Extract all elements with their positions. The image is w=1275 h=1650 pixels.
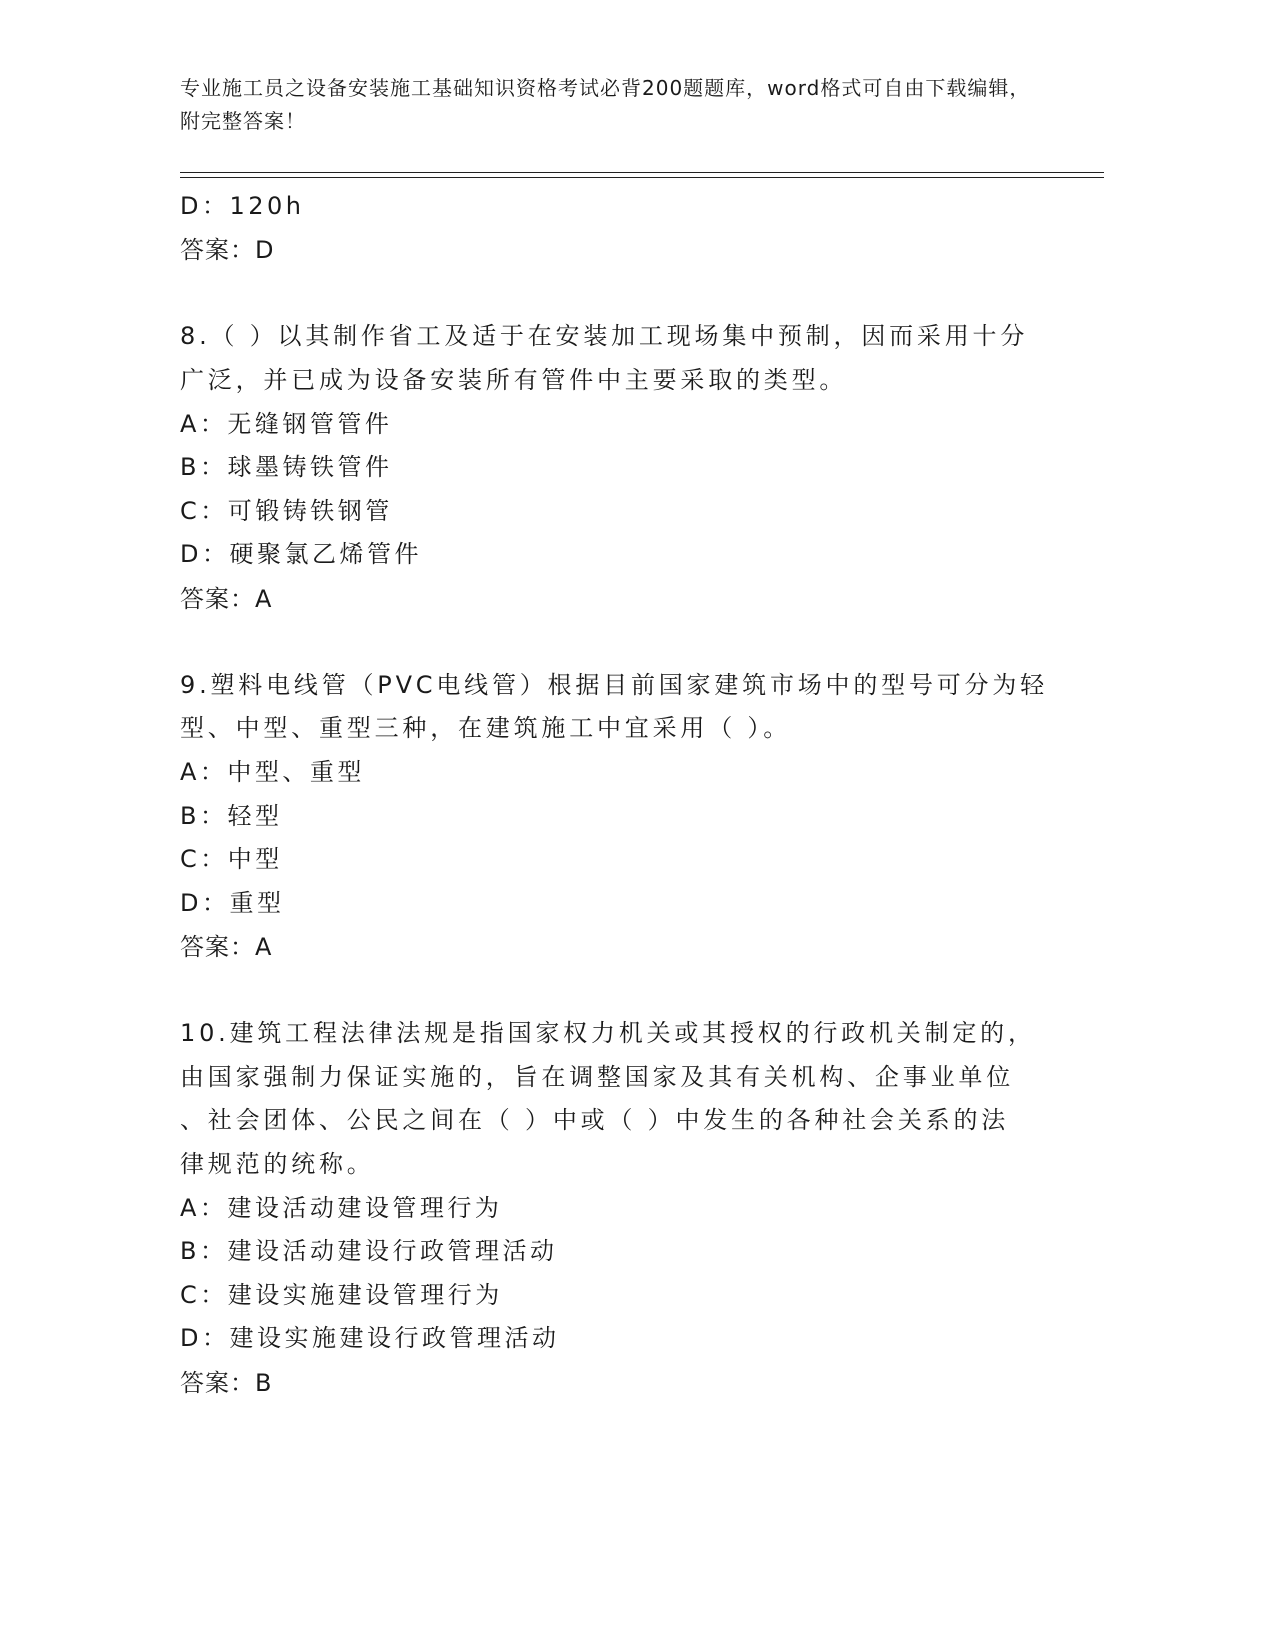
- question-8-line-1: 8.（ ）以其制作省工及适于在安装加工现场集中预制，因而采用十分: [180, 322, 1029, 350]
- prev-option-d: D：120h: [180, 192, 305, 220]
- question-10-line-1: 10.建筑工程法律法规是指国家权力机关或其授权的行政机关制定的，: [180, 1019, 1036, 1047]
- question-8-option-a: A：无缝钢管管件: [180, 410, 393, 438]
- question-10-option-b: B：建设活动建设行政管理活动: [180, 1237, 558, 1265]
- question-9-option-d: D：重型: [180, 889, 285, 917]
- question-9-option-a: A：中型、重型: [180, 758, 365, 786]
- question-10-option-c: C：建设实施建设管理行为: [180, 1281, 503, 1309]
- question-10-line-3: 、社会团体、公民之间在（ ）中或（ ）中发生的各种社会关系的法: [180, 1106, 1010, 1134]
- question-10-option-a: A：建设活动建设管理行为: [180, 1194, 503, 1222]
- page-header: [180, 72, 1040, 138]
- question-10-answer: 答案：B: [180, 1369, 273, 1397]
- prev-answer: 答案：D: [180, 236, 275, 264]
- question-9-line-2: 型、中型、重型三种，在建筑施工中宜采用（ ）。: [180, 714, 792, 742]
- question-10-option-d: D：建设实施建设行政管理活动: [180, 1324, 560, 1352]
- question-8-answer: 答案：A: [180, 585, 273, 613]
- question-9-option-c: C：中型: [180, 845, 283, 873]
- question-8-option-b: B：球墨铸铁管件: [180, 453, 393, 481]
- question-9-option-b: B：轻型: [180, 802, 283, 830]
- question-10-line-4: 律规范的统称。: [180, 1150, 375, 1178]
- question-8-option-d: D：硬聚氯乙烯管件: [180, 540, 422, 568]
- header-text: 专业施工员之设备安装施工基础知识资格考试必背200题题库，word格式可自由下载编辑，附完整答案！: [180, 76, 1031, 133]
- header-divider-bottom: [180, 177, 1104, 178]
- question-10-line-2: 由国家强制力保证实施的，旨在调整国家及其有关机构、企事业单位: [180, 1063, 1014, 1091]
- header-divider-top: [180, 172, 1104, 173]
- question-9-line-1: 9.塑料电线管（PVC电线管）根据目前国家建筑市场中的型号可分为轻: [180, 671, 1048, 699]
- question-9-answer: 答案：A: [180, 933, 273, 961]
- question-8-option-c: C：可锻铸铁钢管: [180, 497, 393, 525]
- question-8-line-2: 广泛，并已成为设备安装所有管件中主要采取的类型。: [180, 366, 848, 394]
